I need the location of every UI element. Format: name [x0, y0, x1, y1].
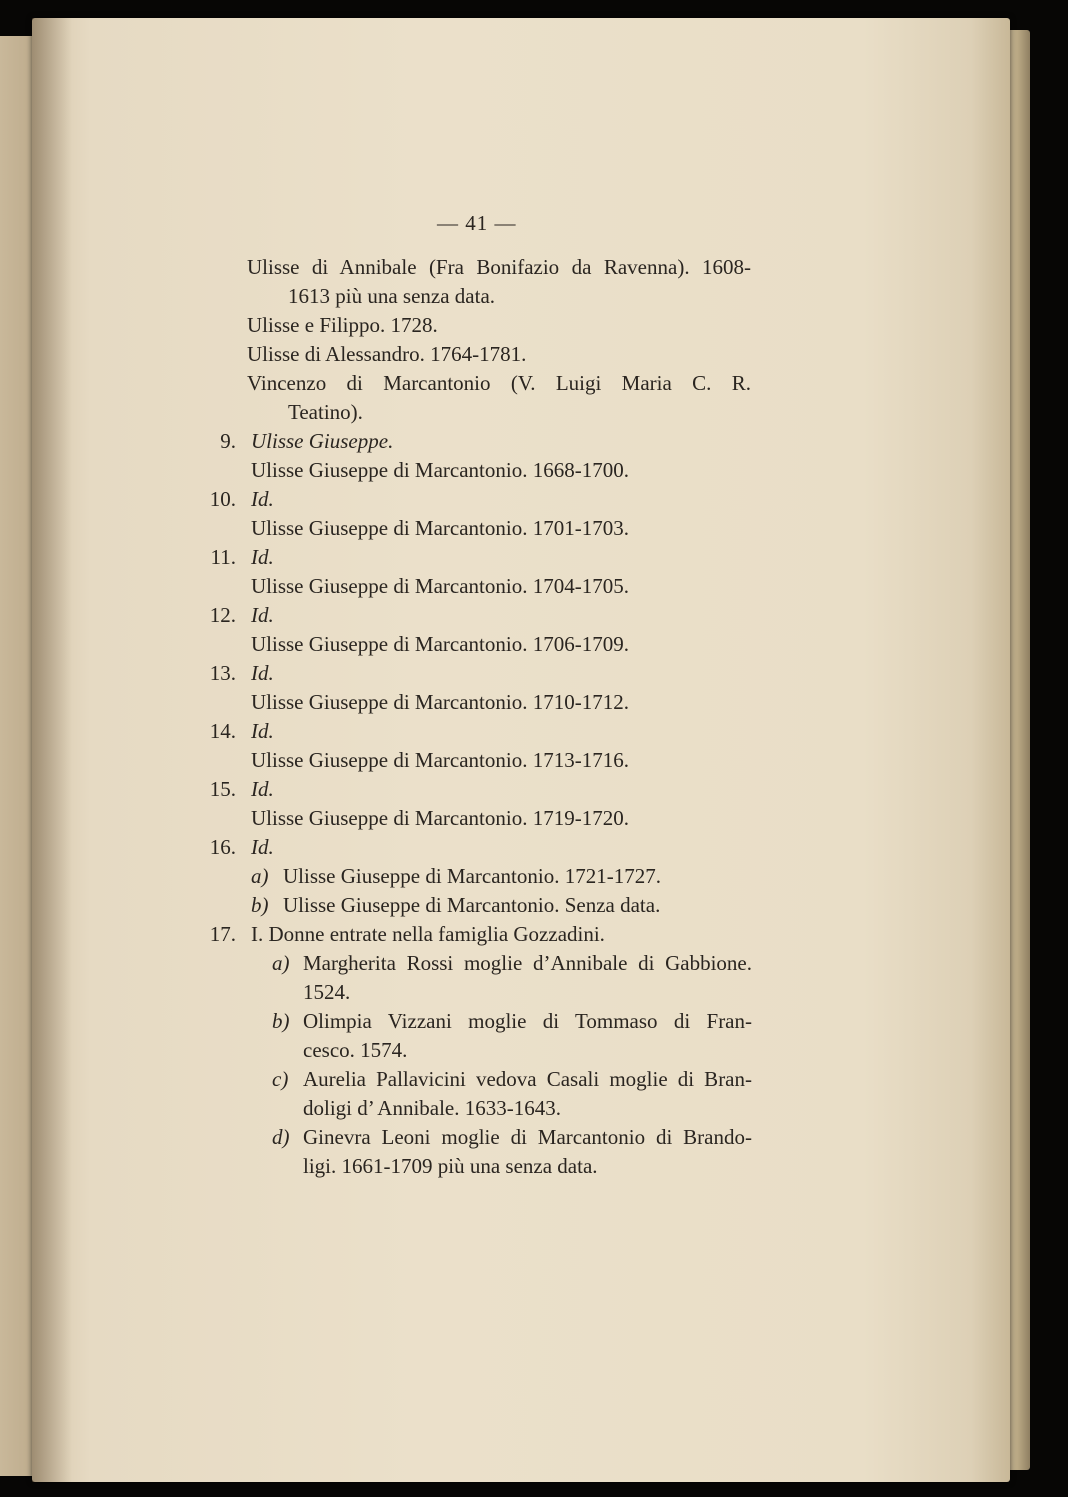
entry-number: 10. — [209, 487, 236, 511]
entry-heading: Id. — [251, 777, 274, 801]
text-line: Ulisse e Filippo. 1728. — [247, 313, 438, 337]
entry-detail: Ulisse Giuseppe di Marcantonio. 1719-1720. — [251, 806, 629, 830]
entry-heading: Id. — [251, 835, 274, 859]
sub-item-text: Ulisse Giuseppe di Marcantonio. 1721-1727. — [283, 864, 661, 888]
sub-item-label: c) — [272, 1067, 289, 1091]
sub-item-label: a) — [251, 864, 269, 888]
entry-number: 12. — [209, 603, 236, 627]
entry-heading: Ulisse Giuseppe. — [251, 429, 394, 453]
sub-item-text: ligi. 1661-1709 più una senza data. — [303, 1154, 598, 1178]
entry-heading: Id. — [251, 661, 274, 685]
entry-number: 9. — [220, 429, 236, 453]
sub-item-label: d) — [272, 1125, 290, 1149]
entry-detail: Ulisse Giuseppe di Marcantonio. 1704-1705. — [251, 574, 629, 598]
sub-item-text: Ginevra Leoni moglie di Marcantonio di Brando- — [303, 1125, 752, 1149]
entry-heading: Id. — [251, 487, 274, 511]
entry-number: 14. — [209, 719, 236, 743]
entry-heading: I. Donne entrate nella famiglia Gozzadini. — [251, 922, 605, 946]
sub-item-text: Olimpia Vizzani moglie di Tommaso di Fran- — [303, 1009, 752, 1033]
sub-item-label: b) — [251, 893, 269, 917]
entry-number: 13. — [209, 661, 236, 685]
text-line: Vincenzo di Marcantonio (V. Luigi Maria C. R. — [247, 371, 751, 395]
sub-item-text: Margherita Rossi moglie d’Annibale di Gabbione. — [303, 951, 752, 975]
sub-item-text: Aurelia Pallavicini vedova Casali moglie di Bran- — [303, 1067, 752, 1091]
entry-detail: Ulisse Giuseppe di Marcantonio. 1710-1712. — [251, 690, 629, 714]
entry-detail: Ulisse Giuseppe di Marcantonio. 1706-1709. — [251, 632, 629, 656]
entry-number: 16. — [209, 835, 236, 859]
entry-number: 17. — [209, 922, 236, 946]
entry-heading: Id. — [251, 545, 274, 569]
entry-detail: Ulisse Giuseppe di Marcantonio. 1701-1703. — [251, 516, 629, 540]
sub-item-text: Ulisse Giuseppe di Marcantonio. Senza data. — [283, 893, 661, 917]
entry-number: 11. — [210, 545, 236, 569]
entry-detail: Ulisse Giuseppe di Marcantonio. 1713-1716. — [251, 748, 629, 772]
sub-item-text: doligi d’ Annibale. 1633-1643. — [303, 1096, 561, 1120]
sub-item-text: cesco. 1574. — [303, 1038, 408, 1062]
entry-number: 15. — [209, 777, 236, 801]
text-line: Ulisse di Annibale (Fra Bonifazio da Ravenna). 1608- — [247, 255, 751, 279]
page-number: — 41 — — [437, 211, 517, 235]
sub-item-text: 1524. — [303, 980, 351, 1004]
sub-item-label: a) — [272, 951, 290, 975]
entry-heading: Id. — [251, 603, 274, 627]
text-line: Teatino). — [288, 400, 363, 424]
entry-detail: Ulisse Giuseppe di Marcantonio. 1668-1700. — [251, 458, 629, 482]
sub-item-label: b) — [272, 1009, 290, 1033]
text-line: Ulisse di Alessandro. 1764-1781. — [247, 342, 527, 366]
text-line: 1613 più una senza data. — [288, 284, 496, 308]
entry-heading: Id. — [251, 719, 274, 743]
